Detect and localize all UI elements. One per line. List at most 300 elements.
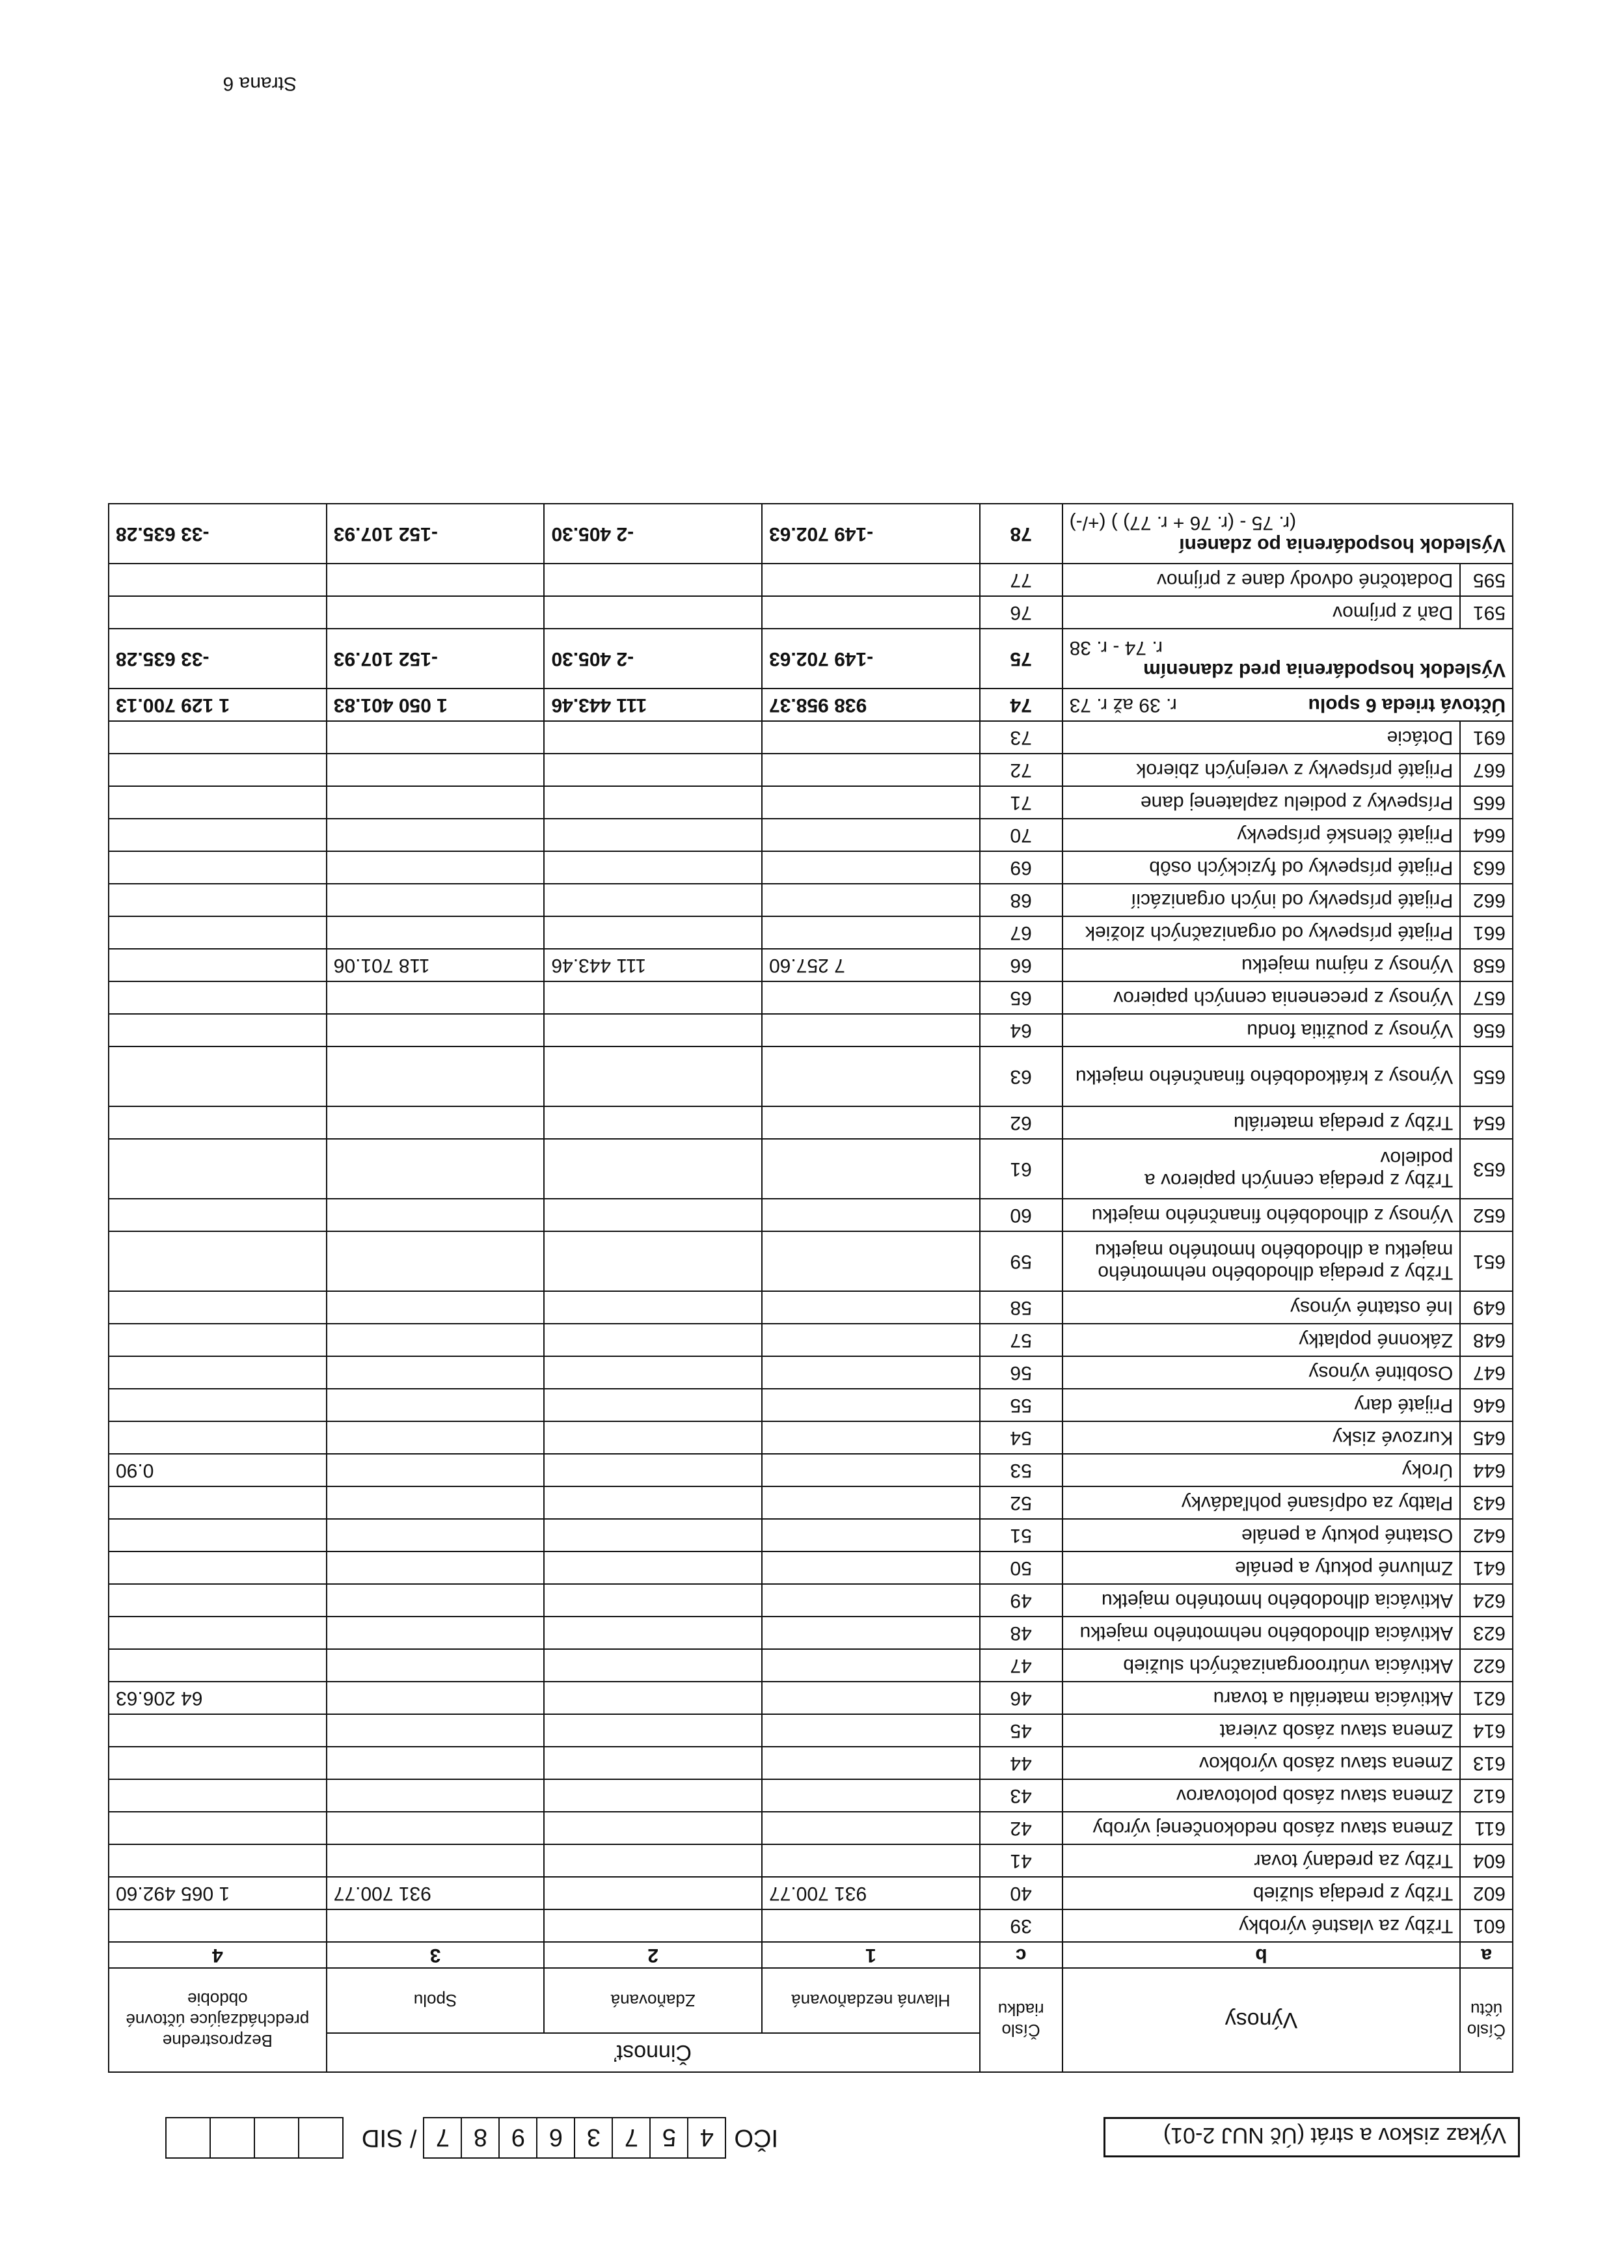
previous-value [109, 1421, 327, 1454]
summary-label: Výsledok hospodárenia po zdanení [1179, 534, 1506, 556]
item-name: Výnosy z použitia fondu [1062, 1014, 1461, 1046]
main-value [762, 1551, 980, 1584]
total-value [327, 1139, 545, 1199]
table-row [109, 1584, 1513, 1617]
ico-digit: 3 [574, 2117, 613, 2159]
main-value: 7 257.60 [762, 949, 980, 981]
main-value [762, 1714, 980, 1747]
main-value [762, 884, 980, 916]
item-name: Výnosy z precenenia cenných papierov [1062, 981, 1461, 1014]
taxable-value [544, 851, 762, 884]
total-value [327, 1291, 545, 1324]
table-row [109, 1199, 1513, 1231]
table-row [109, 1649, 1513, 1682]
account-number: 654 [1460, 1106, 1513, 1139]
row-number: 77 [980, 564, 1062, 596]
account-number: 691 [1460, 721, 1513, 754]
account-number: 595 [1460, 564, 1513, 596]
taxable-value [544, 721, 762, 754]
taxable-value [544, 754, 762, 786]
total-value: -152 107.93 [327, 629, 545, 689]
account-number: 647 [1460, 1356, 1513, 1389]
account-number: 653 [1460, 1139, 1513, 1199]
item-name: Dotácie [1062, 721, 1461, 754]
ico-field [165, 2112, 778, 2164]
sid-box [254, 2117, 299, 2159]
row-number: 65 [980, 981, 1062, 1014]
previous-value [109, 721, 327, 754]
summary-formula: r. 39 až r. 73 [1069, 694, 1177, 716]
row-number: 43 [980, 1779, 1062, 1812]
main-value [762, 1649, 980, 1682]
previous-value: -33 635.28 [109, 629, 327, 689]
total-value [327, 819, 545, 851]
account-number: 652 [1460, 1199, 1513, 1231]
row-number: 41 [980, 1844, 1062, 1877]
row-number: 73 [980, 721, 1062, 754]
item-name: Tržby z predaja cenných papierov a podielov [1062, 1139, 1461, 1199]
account-number: 667 [1460, 754, 1513, 786]
row-number: 53 [980, 1454, 1062, 1486]
taxable-value: 111 443.46 [544, 689, 762, 721]
row-number: 55 [980, 1389, 1062, 1421]
item-name: Ostatné pokuty a penále [1062, 1519, 1461, 1551]
account-number: 621 [1460, 1682, 1513, 1714]
row-number: 74 [980, 689, 1062, 721]
taxable-value [544, 1584, 762, 1617]
item-name: Zmena stavu zásob výrobkov [1062, 1747, 1461, 1779]
taxable-value [544, 1747, 762, 1779]
total-value [327, 1106, 545, 1139]
previous-value [109, 1356, 327, 1389]
taxable-value [544, 1324, 762, 1356]
item-name: Zákonné poplatky [1062, 1324, 1461, 1356]
table-row [109, 564, 1513, 596]
table-row [109, 1551, 1513, 1584]
total-value [327, 1649, 545, 1682]
account-number: 602 [1460, 1877, 1513, 1909]
result-before-tax-row [109, 629, 1513, 689]
table-row [109, 1106, 1513, 1139]
account-header: Číslo účtu [1460, 1968, 1513, 2072]
item-name: Výnosy z krátkodobého finančného majetku [1062, 1046, 1461, 1106]
taxable-value [544, 786, 762, 819]
total-value [327, 754, 545, 786]
previous-value [109, 1551, 327, 1584]
row-number: 78 [980, 504, 1062, 564]
item-name: Platby za odpísané pohľadávky [1062, 1486, 1461, 1519]
main-value [762, 981, 980, 1014]
row-number: 71 [980, 786, 1062, 819]
column-letter: 3 [327, 1942, 545, 1968]
item-name: Zmena stavu zásob nedokončenej výroby [1062, 1812, 1461, 1844]
table-row [109, 1389, 1513, 1421]
row-number: 49 [980, 1584, 1062, 1617]
total-value [327, 1584, 545, 1617]
row-number: 62 [980, 1106, 1062, 1139]
table-row [109, 1356, 1513, 1389]
taxable-value [544, 1519, 762, 1551]
ico-digit: 9 [498, 2117, 537, 2159]
table-row [109, 1291, 1513, 1324]
account-number: 665 [1460, 786, 1513, 819]
taxable-value [544, 1844, 762, 1877]
taxable-value [544, 1106, 762, 1139]
previous-value [109, 884, 327, 916]
table-row [109, 1014, 1513, 1046]
previous-value [109, 1231, 327, 1291]
account-number: 624 [1460, 1584, 1513, 1617]
main-value [762, 916, 980, 949]
previous-value [109, 1486, 327, 1519]
taxable-value [544, 596, 762, 629]
table-row [109, 1324, 1513, 1356]
previous-value [109, 949, 327, 981]
main-value [762, 1617, 980, 1649]
taxable-value [544, 1454, 762, 1486]
taxable-value [544, 1779, 762, 1812]
row-number: 64 [980, 1014, 1062, 1046]
main-value [762, 1139, 980, 1199]
item-name: Tržby z predaja materiálu [1062, 1106, 1461, 1139]
ico-label: IČO [734, 2124, 778, 2152]
table-row [109, 1747, 1513, 1779]
previous-value [109, 1844, 327, 1877]
item-name: Tržby za predaný tovar [1062, 1844, 1461, 1877]
sid-box [210, 2117, 255, 2159]
main-header: Hlavná nezdaňovaná [762, 1968, 980, 2033]
main-value: -149 702.63 [762, 629, 980, 689]
total-value [327, 1551, 545, 1584]
previous-value [109, 1714, 327, 1747]
table-row [109, 981, 1513, 1014]
previous-value: 0.90 [109, 1454, 327, 1486]
account-number: 655 [1460, 1046, 1513, 1106]
table-row [109, 1139, 1513, 1199]
column-letter: a [1460, 1942, 1513, 1968]
total-value [327, 1617, 545, 1649]
total-value: 931 700.77 [327, 1877, 545, 1909]
column-letter: b [1062, 1942, 1461, 1968]
item-name: Tržby z predaja služieb [1062, 1877, 1461, 1909]
row-number: 67 [980, 916, 1062, 949]
account-number: 613 [1460, 1747, 1513, 1779]
row-number: 72 [980, 754, 1062, 786]
taxable-value [544, 1682, 762, 1714]
taxable-value [544, 1714, 762, 1747]
taxable-value [544, 1231, 762, 1291]
taxable-value [544, 1046, 762, 1106]
ico-digit: 8 [461, 2117, 500, 2159]
taxable-value [544, 1617, 762, 1649]
previous-value [109, 1389, 327, 1421]
main-value [762, 1844, 980, 1877]
taxable-value: 111 443.46 [544, 949, 762, 981]
total-value [327, 786, 545, 819]
total-value [327, 884, 545, 916]
row-header: Číslo riadku [980, 1968, 1062, 2072]
result-after-tax-row-label [1062, 504, 1513, 564]
table-row [109, 1812, 1513, 1844]
table-row [109, 1682, 1513, 1714]
total-value [327, 1324, 545, 1356]
main-value [762, 1106, 980, 1139]
account-number: 642 [1460, 1519, 1513, 1551]
table-row [109, 819, 1513, 851]
taxable-value [544, 1139, 762, 1199]
main-value [762, 1324, 980, 1356]
table-row [109, 1519, 1513, 1551]
item-name: Tržby z predaja dlhodobého nehmotného majetku a dlhodobého hmotného majetku [1062, 1231, 1461, 1291]
row-number: 75 [980, 629, 1062, 689]
table-row [109, 851, 1513, 884]
account-number: 648 [1460, 1324, 1513, 1356]
item-name: Dodatočné odvody dane z príjmov [1062, 564, 1461, 596]
row-number: 48 [980, 1617, 1062, 1649]
row-number: 47 [980, 1649, 1062, 1682]
previous-value [109, 1139, 327, 1199]
main-value [762, 1486, 980, 1519]
main-value [762, 1199, 980, 1231]
row-number: 54 [980, 1421, 1062, 1454]
taxable-value [544, 981, 762, 1014]
account-number: 643 [1460, 1486, 1513, 1519]
item-name: Daň z príjmov [1062, 596, 1461, 629]
table-row [109, 754, 1513, 786]
taxable-value [544, 1649, 762, 1682]
sid-box [165, 2117, 211, 2159]
main-value: -149 702.63 [762, 504, 980, 564]
total-value [327, 1389, 545, 1421]
name-header: Výnosy [1062, 1968, 1461, 2072]
table-row [109, 1454, 1513, 1486]
activity-header: Činnosť [327, 2033, 980, 2072]
row-number: 46 [980, 1682, 1062, 1714]
previous-value [109, 1014, 327, 1046]
total-value [327, 981, 545, 1014]
income-table [108, 503, 1513, 2073]
main-value [762, 786, 980, 819]
taxable-value: -2 405.30 [544, 504, 762, 564]
result-after-tax-row [109, 504, 1513, 564]
taxable-value [544, 1486, 762, 1519]
previous-value [109, 1649, 327, 1682]
previous-value [109, 1747, 327, 1779]
row-number: 66 [980, 949, 1062, 981]
previous-value [109, 981, 327, 1014]
item-name: Zmena stavu zásob zvierat [1062, 1714, 1461, 1747]
previous-value [109, 1617, 327, 1649]
table-row [109, 1231, 1513, 1291]
taxable-value [544, 1812, 762, 1844]
taxable-value [544, 1877, 762, 1909]
total-value [327, 851, 545, 884]
previous-value [109, 564, 327, 596]
main-value [762, 1454, 980, 1486]
taxable-value [544, 564, 762, 596]
item-name: Výnosy z dlhodobého finančného majetku [1062, 1199, 1461, 1231]
main-value [762, 1584, 980, 1617]
total-value: 118 701.06 [327, 949, 545, 981]
sid-box [298, 2117, 344, 2159]
previous-value: -33 635.28 [109, 504, 327, 564]
main-value [762, 754, 980, 786]
row-number: 58 [980, 1291, 1062, 1324]
main-value [762, 1812, 980, 1844]
previous-value [109, 819, 327, 851]
class6-total-row [109, 689, 1513, 721]
account-number: 649 [1460, 1291, 1513, 1324]
result-before-tax-row-label [1062, 629, 1513, 689]
table-row [109, 949, 1513, 981]
ico-digit: 5 [649, 2117, 688, 2159]
row-number: 59 [980, 1231, 1062, 1291]
table-row [109, 916, 1513, 949]
item-name: Prijaté dary [1062, 1389, 1461, 1421]
row-number: 50 [980, 1551, 1062, 1584]
account-number: 612 [1460, 1779, 1513, 1812]
taxable-value [544, 1389, 762, 1421]
total-value [327, 596, 545, 629]
summary-formula: r. 74 - r. 38 [1069, 637, 1163, 659]
account-number: 641 [1460, 1551, 1513, 1584]
total-value [327, 1682, 545, 1714]
row-number: 61 [980, 1139, 1062, 1199]
previous-value [109, 1324, 327, 1356]
row-number: 60 [980, 1199, 1062, 1231]
item-name: Iné ostatné výnosy [1062, 1291, 1461, 1324]
item-name: Kurzové zisky [1062, 1421, 1461, 1454]
taxable-value [544, 819, 762, 851]
account-number: 644 [1460, 1454, 1513, 1486]
item-name: Prijaté príspevky od fyzických osôb [1062, 851, 1461, 884]
main-value [762, 1779, 980, 1812]
table-row [109, 1617, 1513, 1649]
main-value [762, 851, 980, 884]
total-value [327, 1199, 545, 1231]
table-row [109, 1046, 1513, 1106]
row-number: 63 [980, 1046, 1062, 1106]
total-value: 1 050 401.83 [327, 689, 545, 721]
taxable-value [544, 916, 762, 949]
row-number: 51 [980, 1519, 1062, 1551]
sid-label: / SID [361, 2124, 417, 2152]
taxable-value [544, 1551, 762, 1584]
table-row [109, 1486, 1513, 1519]
taxable-value [544, 1199, 762, 1231]
total-value [327, 1779, 545, 1812]
account-number: 604 [1460, 1844, 1513, 1877]
previous-value [109, 754, 327, 786]
table-body [109, 504, 1513, 1942]
previous-header: Bezprostredne predchádzajúce účtovné obdobie [109, 1968, 327, 2072]
total-value [327, 1421, 545, 1454]
account-number: 658 [1460, 949, 1513, 981]
account-number: 662 [1460, 884, 1513, 916]
total-value [327, 1014, 545, 1046]
previous-value [109, 1046, 327, 1106]
taxable-value [544, 1909, 762, 1942]
row-number: 57 [980, 1324, 1062, 1356]
main-value: 938 958.37 [762, 689, 980, 721]
total-header: Spolu [327, 1968, 545, 2033]
main-value [762, 564, 980, 596]
column-letters [109, 1942, 1513, 1968]
main-value [762, 1231, 980, 1291]
account-number: 623 [1460, 1617, 1513, 1649]
column-letter: 2 [544, 1942, 762, 1968]
table-row [109, 1909, 1513, 1942]
total-value [327, 1046, 545, 1106]
taxable-value [544, 1291, 762, 1324]
item-name: Tržby za vlastné výrobky [1062, 1909, 1461, 1942]
main-value [762, 596, 980, 629]
column-letter: 4 [109, 1942, 327, 1968]
taxable-value [544, 1014, 762, 1046]
item-name: Prijaté členské príspevky [1062, 819, 1461, 851]
previous-value [109, 1106, 327, 1139]
total-value [327, 721, 545, 754]
ico-digit: 7 [423, 2117, 462, 2159]
ico-digit: 6 [536, 2117, 575, 2159]
item-name: Úroky [1062, 1454, 1461, 1486]
total-value [327, 1714, 545, 1747]
main-value [762, 721, 980, 754]
previous-value [109, 1909, 327, 1942]
total-value [327, 1454, 545, 1486]
main-value [762, 1389, 980, 1421]
previous-value [109, 1291, 327, 1324]
item-name: Prijaté príspevky od iných organizácií [1062, 884, 1461, 916]
account-number: 611 [1460, 1812, 1513, 1844]
previous-value [109, 1519, 327, 1551]
taxable-header: Zdaňovaná [544, 1968, 762, 2033]
item-name: Príspevky z podielu zaplatenej dane [1062, 786, 1461, 819]
total-value [327, 1812, 545, 1844]
main-value [762, 1909, 980, 1942]
row-number: 70 [980, 819, 1062, 851]
summary-label: Výsledok hospodárenia pred zdanením [1143, 659, 1506, 681]
account-number: 614 [1460, 1714, 1513, 1747]
previous-value [109, 851, 327, 884]
table-row [109, 721, 1513, 754]
total-value [327, 1909, 545, 1942]
taxable-value [544, 1421, 762, 1454]
item-name: Zmluvné pokuty a penále [1062, 1551, 1461, 1584]
row-number: 39 [980, 1909, 1062, 1942]
taxable-value: -2 405.30 [544, 629, 762, 689]
account-number: 661 [1460, 916, 1513, 949]
row-number: 52 [980, 1486, 1062, 1519]
account-number: 664 [1460, 819, 1513, 851]
previous-value: 1 065 492.60 [109, 1877, 327, 1909]
item-name: Aktivácia vnútroorganizačných služieb [1062, 1649, 1461, 1682]
summary-label: Účtová trieda 6 spolu [1308, 694, 1506, 716]
account-number: 645 [1460, 1421, 1513, 1454]
taxable-value [544, 1356, 762, 1389]
main-value [762, 1682, 980, 1714]
total-value [327, 1844, 545, 1877]
row-number: 56 [980, 1356, 1062, 1389]
item-name: Zmena stavu zásob polotovarov [1062, 1779, 1461, 1812]
table-row [109, 1421, 1513, 1454]
item-name: Aktivácia dlhodobého hmotného majetku [1062, 1584, 1461, 1617]
main-value [762, 1014, 980, 1046]
previous-value [109, 786, 327, 819]
total-value [327, 564, 545, 596]
main-value [762, 1747, 980, 1779]
table-row [109, 1714, 1513, 1747]
